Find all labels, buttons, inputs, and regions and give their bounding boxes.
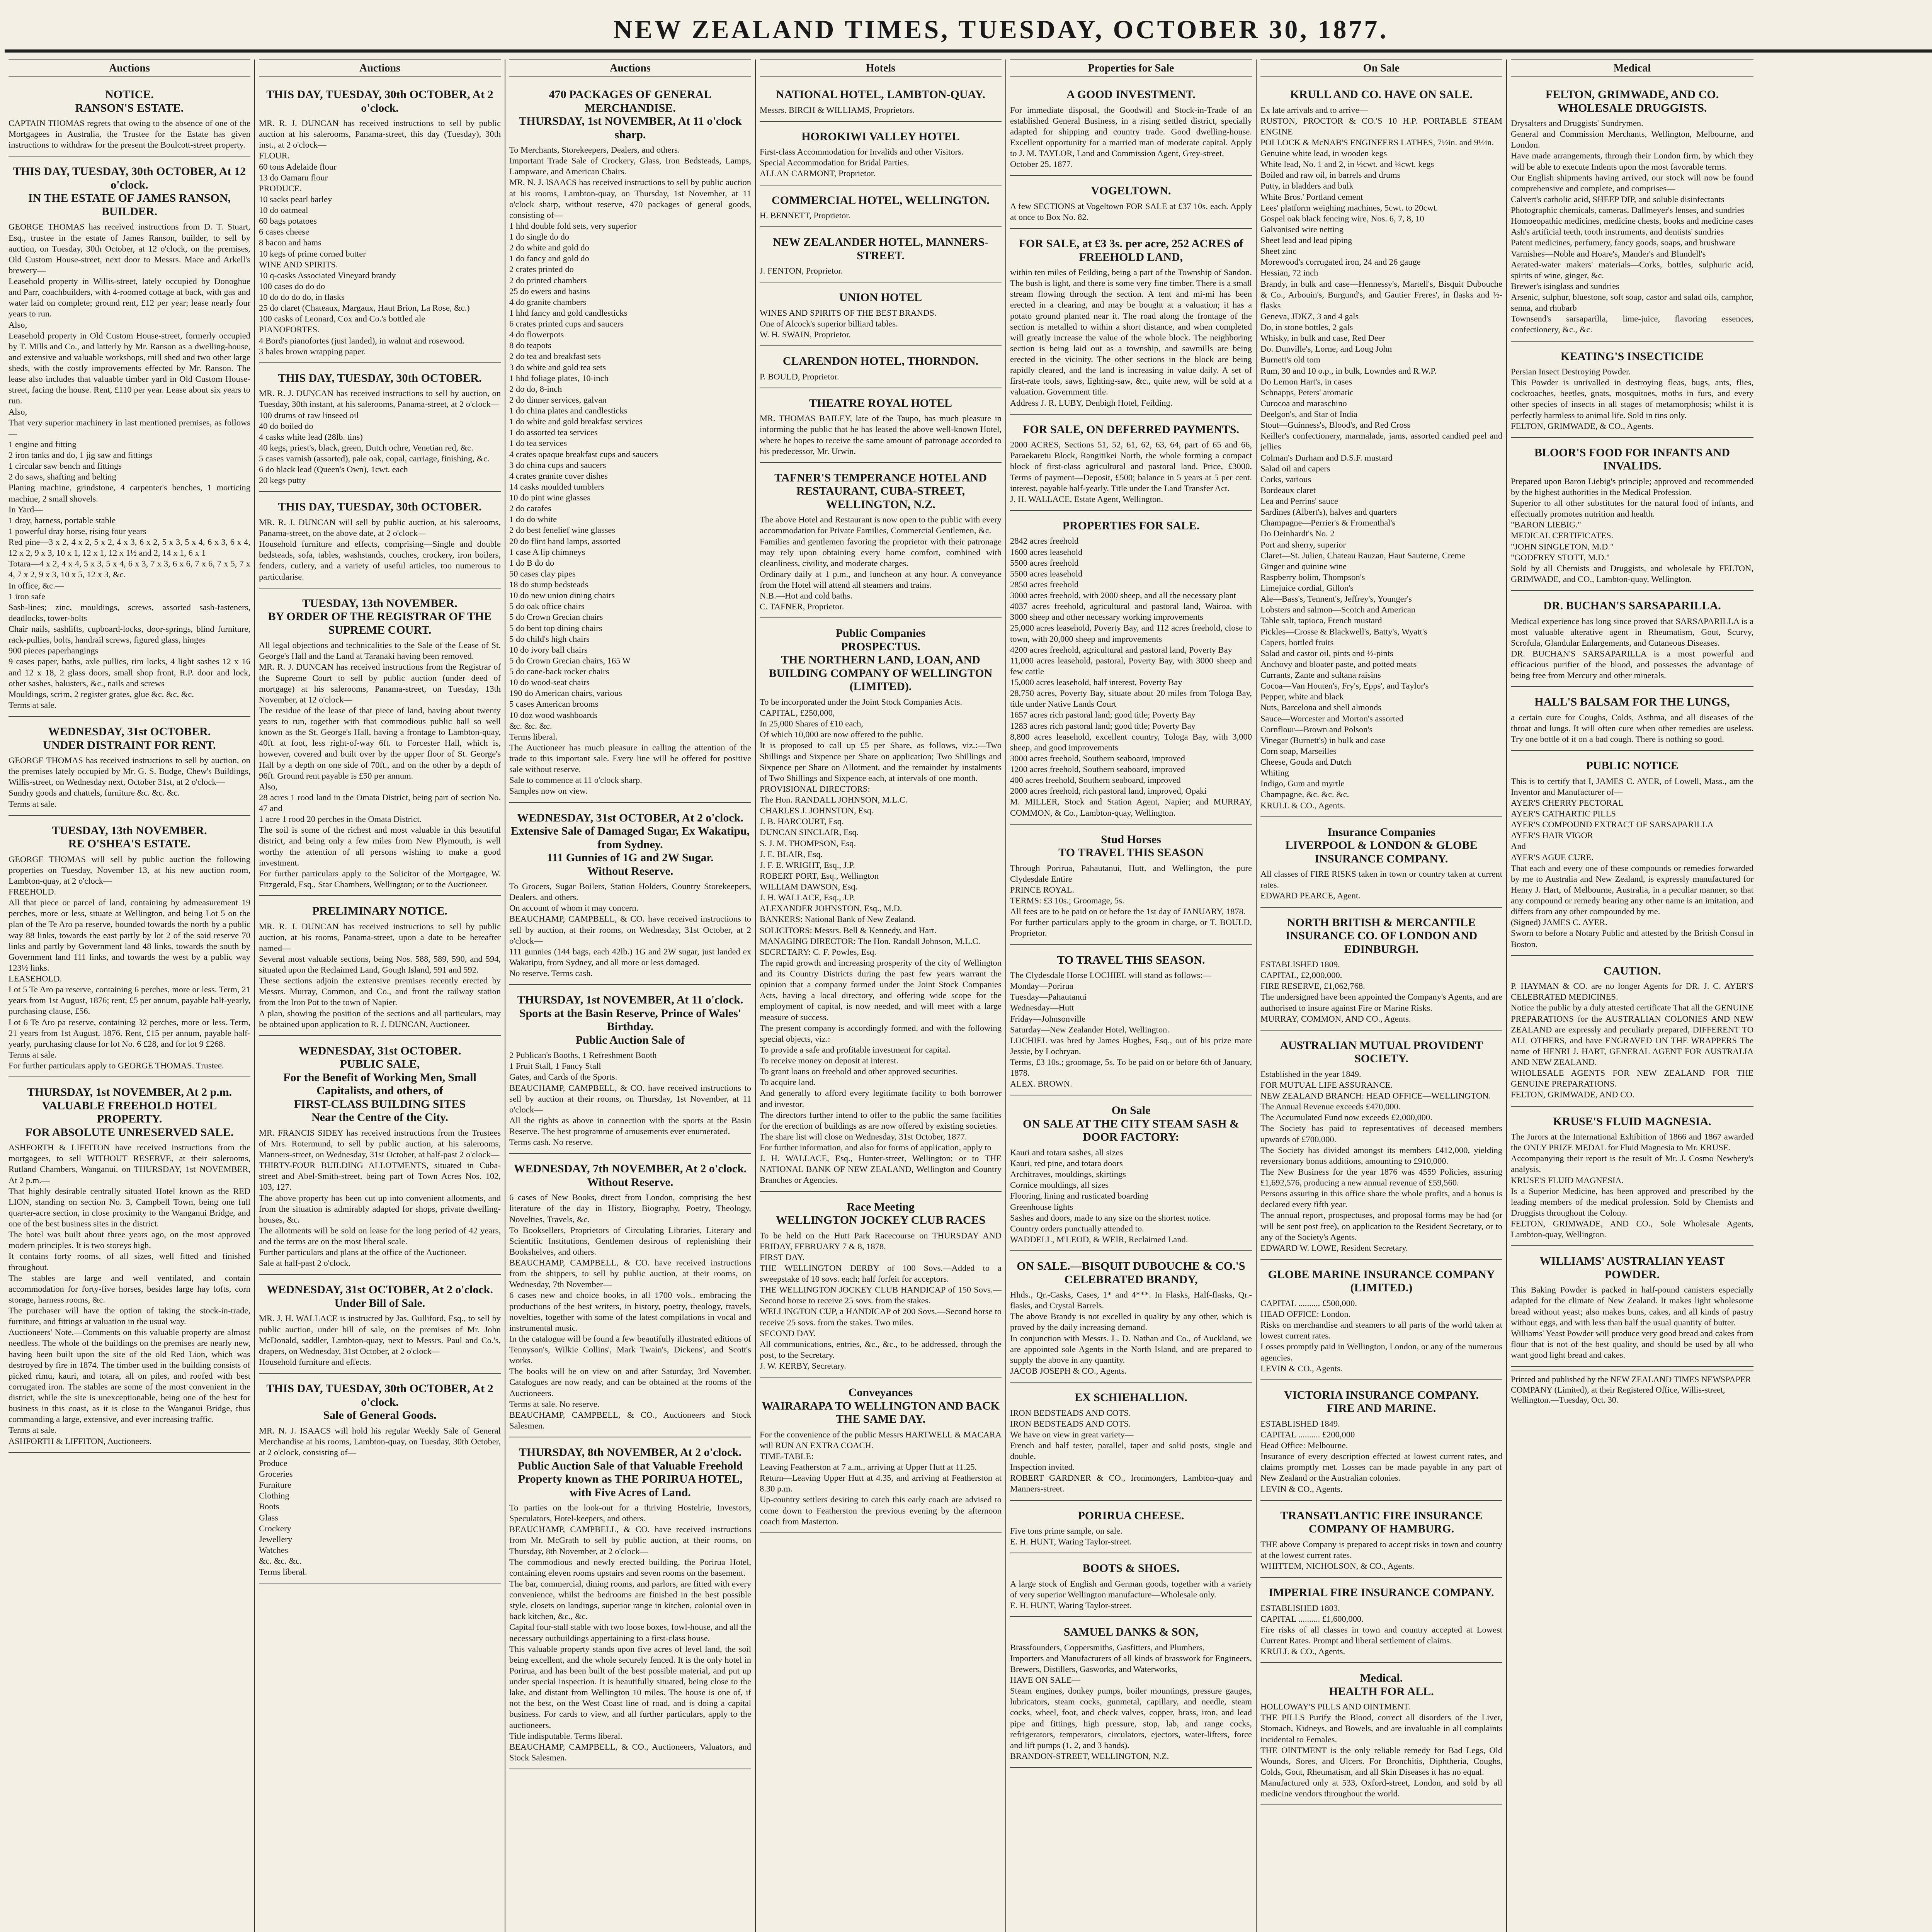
ad-body: The above Hotel and Restaurant is now open to the public with every accommodation for Private Families, Commercial Gentlemen, &c. Families and gentlemen favoring the proprietor with their patronage may rely upon obtaining every home comfort, combined with cleanliness, civility, and moderate charges. Ordinary daily at 1 p.m., and luncheon at any hour. A conveyance from the Hotel will attend all steamers and trains. N.B.—Hot and cold baths. C. TAFNER, Proprietor. bbox=[760, 515, 1002, 612]
section-title: Auctions bbox=[9, 60, 250, 77]
newspaper-column bbox=[255, 60, 505, 1932]
ad-heading: WEDNESDAY, 31st OCTOBER. PUBLIC SALE, For the Benefit of Working Men, Small Capitalists, and others, of FIRST-CLASS BUILDING SITES Near the Centre of the City. bbox=[283, 1044, 476, 1124]
advertisement bbox=[760, 391, 1002, 463]
advertisement bbox=[1511, 754, 1753, 956]
ad-heading: On Sale ON SALE AT THE CITY STEAM SASH & DOOR FACTORY: bbox=[1023, 1104, 1239, 1144]
ad-body: Persian Insect Destroying Powder. This Powder is unrivalled in destroying fleas, bugs, ants, flies, cockroaches, beetles, gnats, mosquitoes, moths in furs, and every other species of insects in all stages of metamorphosis; whilst it is perfectly harmless to animal life. Sold in tins only. FELTON, GRIMWADE, & CO., Agents. bbox=[1511, 367, 1753, 431]
ad-body: CAPTAIN THOMAS regrets that owing to the absence of one of the Mortgagees in Australia, the Trustee for the Estate has given instructions to withdraw for the present the Boulcott-street property. bbox=[9, 118, 250, 150]
ad-heading: HOROKIWI VALLEY HOTEL bbox=[801, 130, 960, 143]
advertisement bbox=[1010, 1254, 1252, 1383]
ad-heading: GLOBE MARINE INSURANCE COMPANY (LIMITED.) bbox=[1268, 1268, 1495, 1294]
section-title: Auctions bbox=[259, 60, 501, 77]
ad-heading: PUBLIC NOTICE bbox=[1586, 759, 1679, 772]
ad-heading: NORTH BRITISH & MERCANTILE INSURANCE CO. OF LONDON AND EDINBURGH. bbox=[1285, 916, 1478, 956]
ad-heading: CAUTION. bbox=[1603, 964, 1661, 977]
section-title: Medical bbox=[1511, 60, 1753, 77]
ad-heading: THIS DAY, TUESDAY, 30th OCTOBER, At 2 o'clock. bbox=[266, 88, 493, 114]
ad-heading: THIS DAY, TUESDAY, 30th OCTOBER, At 2 o'clock. Sale of General Goods. bbox=[266, 1382, 493, 1422]
ad-heading: DR. BUCHAN'S SARSAPARILLA. bbox=[1543, 599, 1721, 612]
ad-body: Brassfounders, Coppersmiths, Gasfitters, and Plumbers, Importers and Manufacturers of all kinds of brasswork for Engineers, Brewers, Distillers, Gasworks, and Waterworks, HAVE ON SALE— Steam engines, donkey pumps, boiler mountings, pressure gauges, lubricators, steam cocks, gunmetal, capillary, and needle, steam cocks, wheel, foot, and check valves, copper, brass, iron, and lead pipe and fittings, high pressure, stop, lab, and range cocks, refrigerators, temperators, circulators, ejectors, water-lifters, force and lift pumps (1, 2, and 3 hands). BRANDON-STREET, WELLINGTON, N.Z. bbox=[1010, 1642, 1252, 1761]
ad-body: MR. J. H. WALLACE is instructed by Jas. Gulliford, Esq., to sell by public auction, under bill of sale, on the premises of Mr. John McDonald, saddler, Lambton-quay, next to Messrs. Paul and Co.'s, drapers, on Wednesday, 31st October, at 2 o'clock— Household furniture and effects. bbox=[259, 1313, 501, 1367]
advertisement bbox=[760, 125, 1002, 185]
ad-body: a certain cure for Coughs, Colds, Asthma, and all diseases of the throat and lungs. It will often cure when other remedies are useless. Try one bottle of it on a bad cough. There is nothing so good. bbox=[1511, 712, 1753, 744]
ad-heading: THEATRE ROYAL HOTEL bbox=[809, 396, 952, 410]
advertisement bbox=[1511, 594, 1753, 687]
section-title: Properties for Sale bbox=[1010, 60, 1252, 77]
ad-body: MR. R. J. DUNCAN has received instructions to sell by auction, on Tuesday, 30th instant, at his salerooms, Panama-street, at 2 o'clock— 100 drums of raw linseed oil 40 do boiled do 4 casks white lead (28lb. tins) 40 kegs, priest's, black, green, Dutch ochre, Venetian red, &c. 5 cases varnish (assorted), pale oak, copal, carriage, finishing, &c. 6 do black lead (Queen's Own), 1cwt. each 20 kegs putty bbox=[259, 388, 501, 485]
advertisement bbox=[1511, 690, 1753, 751]
masthead-rule bbox=[5, 49, 1932, 53]
ad-body: To Grocers, Sugar Boilers, Station Holders, Country Storekeepers, Dealers, and others. On account of whom it may concern. BEAUCHAMP, CAMPBELL, & CO. have received instructions to sell by auction, at their rooms, on Wednesday, 31st October, at 2 o'clock— 111 gunnies (144 bags, each 42lb.) 1G and 2W sugar, just landed ex Wakatipu, from Sydney, and all more or less damaged. No reserve. Terms cash. bbox=[509, 881, 751, 978]
ad-heading: THIS DAY, TUESDAY, 30th OCTOBER. bbox=[278, 500, 482, 514]
advertisement bbox=[259, 1039, 501, 1275]
ad-body: Medical experience has long since proved that SARSAPARILLA is a most valuable alterative agent in Rheumatism, Gout, Scurvy, Scrofula, Glandular Enlargements, and Cutaneous Diseases. DR. BUCHAN'S SARSAPARILLA is a most powerful and efficacious purifier of the blood, and possesses the advantage of being free from Mercury and other minerals. bbox=[1511, 616, 1753, 680]
advertisement bbox=[760, 1195, 1002, 1378]
ad-heading: ON SALE.—BISQUIT DUBOUCHE & CO.'S CELEBRATED BRANDY, bbox=[1017, 1260, 1245, 1286]
newspaper-column bbox=[5, 60, 255, 1932]
ad-body: ESTABLISHED 1849. CAPITAL .......... £200,000 Head Office: Melbourne. Insurance of every description effected at lowest current rates, and claims promptly met. Losses can be made payable in any part of New Zealand or the Australian colonies. LEVIN & CO., Agents. bbox=[1260, 1418, 1502, 1494]
ad-body: Established in the year 1849. FOR MUTUAL LIFE ASSURANCE. NEW ZEALAND BRANCH: HEAD OFFICE—WELLINGTON. The Annual Revenue exceeds £470,000. The Accumulated Fund now exceeds £2,000,000. The Society has paid to representatives of deceased members upwards of £700,000. The Society has divided amongst its members £412,000, yielding reversionary bonus additions, amounting to £910,000. The New Business for the year 1876 was 4559 Policies, assuring £1,692,576, producing a new annual revenue of £59,560. Persons assuring in this office share the whole profits, and a bonus is declared every fifth year. The annual report, prospectuses, and proposal forms may be had (or will be sent post free), on application to the Resident Secretary, or to any of the Society's Agents. EDWARD W. LOWE, Resident Secretary. bbox=[1260, 1069, 1502, 1253]
ad-body: MR. THOMAS BAILEY, late of the Taupo, has much pleasure in informing the public that he has leased the above well-known Hotel, where he hopes to receive the same amount of patronage accorded to his predecessor, Mr. Urwin. bbox=[760, 413, 1002, 456]
advertisement bbox=[509, 83, 751, 803]
ad-body: To be held on the Hutt Park Racecourse on THURSDAY AND FRIDAY, FEBRUARY 7 & 8, 1878. FIRST DAY. THE WELLINGTON DERBY of 100 Sovs.—Added to a sweepstake of 10 sovs. each; half forfeit for acceptors. THE WELLINGTON JOCKEY CLUB HANDICAP of 150 Sovs.—Second horse to receive 25 sovs. from the stakes. WELLINGTON CUP, a HANDICAP of 200 Sovs.—Second horse to receive 25 sovs. from the stakes. Two miles. SECOND DAY. All communications, entries, &c., &c., to be addressed, through the post, to the Secretary. J. W. KERBY, Secretary. bbox=[760, 1230, 1002, 1371]
ad-body: For immediate disposal, the Goodwill and Stock-in-Trade of an established General Business, in a rising settled district, specially adapted for shipping and country trade. Good dwelling-house. Excellent opportunity for a married man of moderate capital. Apply to J. M. TAYLOR, Land and Commission Agent, Grey-street. October 25, 1877. bbox=[1010, 105, 1252, 169]
newspaper-column bbox=[1257, 60, 1507, 1932]
ad-body: 2842 acres freehold 1600 acres leasehold 5500 acres freehold 5500 acres leasehold 2850 acres freehold 3000 acres freehold, with 2000 sheep, and all the necessary plant 4037 acres freehold, agricultural and pastoral land, Wairoa, with 3000 sheep and other necessary working improvements 25,000 acres leasehold, Poverty Bay, and 112 acres freehold, close to town, with 20,000 sheep and improvements 4200 acres freehold, agricultural and pastoral land, Poverty Bay 11,000 acres leasehold, pastoral, Poverty Bay, with 3000 sheep and few cattle 15,000 acres leasehold, half interest, Poverty Bay 28,750 acres, Poverty Bay, situate about 20 miles from Tologa Bay, title under Native Lands Court 1657 acres rich pastoral land; good title; Poverty Bay 1283 acres rich pastoral land; good title; Poverty Bay 8,800 acres leasehold, excellent country, Tologa Bay, with 3,000 sheep, and good improvements 3000 acres freehold, Southern seaboard, improved 1200 acres freehold, Southern seaboard, improved 400 acres freehold, Southern seaboard, improved 2000 acres freehold, rich pastoral land, improved, Opaki M. MILLER, Stock and Station Agent, Napier; and MURRAY, COMMON, & Co., Lambton-quay, Wellington. bbox=[1010, 536, 1252, 818]
ad-body: A few SECTIONS at Vogeltown FOR SALE at £37 10s. each. Apply at once to Box No. 82. bbox=[1010, 201, 1252, 222]
ad-heading: THURSDAY, 1st NOVEMBER, At 2 p.m. VALUABLE FREEHOLD HOTEL PROPERTY. FOR ABSOLUTE UNRESERVED SALE. bbox=[25, 1086, 234, 1139]
ad-body: The Clydesdale Horse LOCHIEL will stand as follows:— Monday—Porirua Tuesday—Pahautanui Wednesday—Hutt Friday—Johnsonville Saturday—New Zealander Hotel, Wellington. LOCHIEL was bred by James Hughes, Esq., out of his prize mare Jessie, by Lochryan. Terms, £3 10s.; groomage, 5s. To be paid on or before 6th of January, 1878. ALEX. BROWN. bbox=[1010, 970, 1252, 1089]
ad-body: MR. R. J. DUNCAN has received instructions to sell by public auction at his salerooms, Panama-street, this day (Tuesday), 30th inst., at 2 o'clock— FLOUR. 60 tons Adelaide flour 13 do Oamaru flour PRODUCE. 10 sacks pearl barley 10 do oatmeal 60 bags potatoes 6 cases cheese 8 bacon and hams 10 kegs of prime corned butter WINE AND SPIRITS. 10 q-casks Associated Vineyard brandy 100 cases do do do 10 do do do do, in flasks 25 do claret (Chateaux, Margaux, Haut Brion, La Rose, &c.) 100 casks of Leonard, Cox and Co.'s bottled ale PIANOFORTES. 4 Bord's pianofortes (just landed), in walnut and rosewood. 3 bales brown wrapping paper. bbox=[259, 118, 501, 356]
ad-heading: THURSDAY, 8th NOVEMBER, At 2 o'clock. Public Auction Sale of that Valuable Freehold Property known as THE PORIRUA HOTEL, with Five Acres of Land. bbox=[517, 1446, 743, 1499]
imprint-footer: Printed and published by the NEW ZEALAND TIMES NEWSPAPER COMPANY (Limited), at their Registered Office, Willis-street, Wellington.—Tuesday, Oct. 30. bbox=[1511, 1371, 1753, 1405]
ad-heading: CLARENDON HOTEL, THORNDON. bbox=[782, 355, 979, 368]
advertisement bbox=[9, 819, 250, 1078]
ad-body: Kauri and totara sashes, all sizes Kauri, red pine, and totara doors Architraves, mouldings, skirtings Cornice mouldings, all sizes Flooring, lining and rusticated boarding Greenhouse lights Sashes and doors, made to any size on the shortest notice. Country orders punctually attended to. WADDELL, M'LEOD, & WEIR, Reclaimed Land. bbox=[1010, 1147, 1211, 1244]
advertisement bbox=[1511, 345, 1753, 438]
ad-body: WINES AND SPIRITS OF THE BEST BRANDS. One of Alcock's superior billiard tables. W. H. SWAIN, Proprietor. bbox=[760, 308, 937, 339]
ad-body: All legal objections and technicalities to the Sale of the Lease of St. George's Hall and the Land at Taranaki having been removed. MR. R. J. DUNCAN has received instructions from the Registrar of the Supreme Court to sell by public auction (under deed of mortgage) at his salerooms, Panama-street, on Tuesday, 13th November, at 12 o'clock— The residue of the lease of that piece of land, having about twenty years to run, together with that commodious public hall so well known as the St. George's Hall, having a frontage to Lambton-quay, 40ft. at foot, less right-of-way 6ft. to Forcester Hall, which is, however, covered and built over by the upper floor of St. George's Hall by a depth on one side of 70ft., and on the other by a depth of 96ft. Ground rent payable is £50 per annum. Also, 28 acres 1 rood land in the Omata District, being part of section No. 47 and 1 acre 1 rood 20 perches in the Omata District. The soil is some of the richest and most valuable in this beautiful district, and being only a few miles from New Plymouth, is well worthy the attention of all persons wishing to make a good investment. For further particulars apply to the Solicitor of the Mortgagee, W. Fitzgerald, Esq., Star Chambers, Wellington; or to the Auctioneer. bbox=[259, 640, 501, 889]
ad-heading: Race Meeting WELLINGTON JOCKEY CLUB RACES bbox=[776, 1200, 986, 1226]
ad-heading: VOGELTOWN. bbox=[1091, 184, 1171, 197]
advertisement bbox=[760, 1381, 1002, 1533]
advertisement bbox=[1010, 83, 1252, 176]
ad-body: GEORGE THOMAS has received instructions from D. T. Stuart, Esq., trustee in the estate of James Ranson, builder, to sell by auction, on Tuesday, 30th October, at 12 o'clock, on the premises, Old Custom House-street, next door to Messrs. Mace and Arkell's brewery— Leasehold property in Willis-street, lately occupied by Donoghue and Parr, coachbuilders, with 4-roomed cottage at back, with gas and water laid on complete; ground rent, £12 per year; lease nearly four years to run. Also, Leasehold property in Old Custom House-street, formerly occupied by T. Mills and Co., and latterly by Mr. Ranson as a dwelling-house, and extensive and valuable workshops, mill shed and two other large sheds, with the costly improvements effected by Mr. Ranson. The lease also includes that valuable timber yard in Old Custom House-street, facing the house. Rent, £110 per year. Lease about six years to run. Also, That very superior machinery in last mentioned premises, as follows— 1 engine and fitting 2 iron tanks and do, 1 jig saw and fittings 1 circular saw bench and fittings 2 do saws, shafting and belting Planing machine, grindstone, 4 carpenter's benches, 1 morticing machine, 2 small shovels. In Yard— 1 dray, harness, portable stable 1 powerful dray horse, rising four years Red pine—3 x 2, 4 x 2, 5 x 2, 4 x 3, 6 x 2, 5 x 3, 5 x 4, 6 x 3, 6 x 4, 12 x 2, 9 x 3, 10 x 1, 12 x 1, 12 x 1½ and 2, 14 x 1, 6 x 1 Totara—4 x 2, 4 x 4, 5 x 3, 5 x 4, 6 x 3, 7 x 3, 6 x 6, 7 x 6, 7 x 5, 7 x 4, 7 x 2, 9 x 3, 10 x 5, 12 x 3, &c. In office, &c.— 1 iron safe Sash-lines; zinc, mouldings, screws, assorted sash-fasteners, deadlocks, tower-bolts Chair nails, sashlifts, cupboard-locks, door-springs, blind furniture, rack-pullies, bolts, handrail screws, figured glass, hinges 900 pieces paperhangings 9 cases paper, baths, axle pullies, rim locks, 4 light sashes 12 x 16 and 12 x 18, 2 glass doors, small shop front, R.P. door and lock, other sashes, balusters, &c., nails and screws Mouldings, scrim, 2 register grates, glue &c. &c. &c. Terms at sale. bbox=[9, 222, 250, 710]
ad-heading: WILLIAMS' AUSTRALIAN YEAST POWDER. bbox=[1539, 1255, 1725, 1281]
ad-heading: EX SCHIEHALLION. bbox=[1075, 1391, 1187, 1404]
ad-body: For the convenience of the public Messrs HARTWELL & MACARA will RUN AN EXTRA COACH. TIME-TABLE: Leaving Featherston at 7 a.m., arriving at Upper Hutt at 11.25. Return—Leaving Upper Hutt at 4.35, and arriving at Featherston at 8.30 p.m. Up-country settlers desiring to catch this early coach are advised to come down to Featherston the previous evening by the afternoon coach from Masterton. bbox=[760, 1429, 1002, 1526]
ad-body: MR. FRANCIS SIDEY has received instructions from the Trustees of Mrs. Rotermund, to sell by public auction, at his salerooms, Manners-street, on Wednesday, 31st October, at half-past 2 o'clock— THIRTY-FOUR BUILDING ALLOTMENTS, situated in Cuba-street and Abel-Smith-street, being part of Town Acres Nos. 102, 103, 127. The above property has been cut up into convenient allotments, and from the situation is admirably adapted for shops, private dwelling-houses, &c. The allotments will be sold on lease for the long period of 42 years, and the terms are on the most liberal scale. Further particulars and plans at the office of the Auctioneer. Sale at half-past 2 o'clock. bbox=[259, 1128, 501, 1268]
ad-body: A large stock of English and German goods, together with a variety of very superior Wellington manufacture—Wholesale only. E. H. HUNT, Waring Taylor-street. bbox=[1010, 1578, 1252, 1610]
ad-heading: KRULL AND CO. HAVE ON SALE. bbox=[1290, 88, 1473, 101]
ad-body: First-class Accommodation for Invalids and other Visitors. Special Accommodation for Bridal Parties. ALLAN CARMONT, Proprietor. bbox=[760, 147, 964, 179]
advertisement bbox=[1010, 179, 1252, 229]
ad-body: GEORGE THOMAS has received instructions to sell by auction, on the premises lately occupied by Mr. G. S. Budge, Chew's Buildings, Willis-street, on Wednesday next, October 31st, at 2 o'clock— Sundry goods and chattels, furniture &c. &c. &c. Terms at sale. bbox=[9, 755, 250, 809]
ad-body: 2 Publican's Booths, 1 Refreshment Booth 1 Fruit Stall, 1 Fancy Stall Gates, and Cards of the Sports. BEAUCHAMP, CAMPBELL, & CO. have received instructions to sell by auction at their rooms, on Thursday, 1st November, at 11 o'clock— All the rights as above in connection with the sports at the Basin Reserve. The best programme of amusements ever enumerated. Terms cash. No reserve. bbox=[509, 1050, 751, 1147]
newspaper-column bbox=[505, 60, 756, 1932]
ad-body: To Merchants, Storekeepers, Dealers, and others. Important Trade Sale of Crockery, Glass, Iron Bedsteads, Lamps, Lampware, and American Chairs. MR. N. J. ISAACS has received instructions to sell by public auction at his rooms, Lambton-quay, on Thursday, 1st November, at 11 o'clock sharp, without reserve, 470 packages of general goods, consisting of— 1 hhd double fold sets, very superior 1 do single do do 2 do white and gold do 1 do fancy and gold do 2 crates printed do 2 do printed chambers 25 do ewers and basins 4 do granite chambers 1 hhd fancy and gold candlesticks 6 crates printed cups and saucers 4 do flowerpots 8 do teapots 2 do tea and breakfast sets 3 do white and gold tea sets 1 hhd foliage plates, 10-inch 2 do do, 8-inch 2 do dinner services, galvan 1 do china plates and candlesticks 1 do white and gold breakfast services 1 do assorted tea services 1 do tea services 4 crates opaque breakfast cups and saucers 3 do china cups and saucers 4 crates granite cover dishes 14 casks moulded tumblers 10 do pint wine glasses 2 do carafes 1 do do white 2 do best fenelief wine glasses 20 do flint hand lamps, assorted 1 case A lip chimneys 1 do B do do 50 cases clay pipes 18 do stump bedsteads 10 do new union dining chairs 5 do oak office chairs 5 do Crown Grecian chairs 5 do bent top dining chairs 5 do child's high chairs 10 do ivory ball chairs 5 do Crown Grecian chairs, 165 W 5 do cane-back rocker chairs 10 do wood-seat chairs 190 do American chairs, various 5 cases American brooms 10 doz wood washboards &c. &c. &c. Terms liberal. The Auctioneer has much pleasure in calling the attention of the trade to this important sale. Every line will be offered for positive sale without reserve. Sale to commence at 11 o'clock sharp. Samples now on view. bbox=[509, 145, 751, 796]
ad-heading: KEATING'S INSECTICIDE bbox=[1560, 350, 1704, 363]
advertisement bbox=[1010, 1504, 1252, 1554]
ad-body: Through Porirua, Pahautanui, Hutt, and Wellington, the pure Clydesdale Entire PRINCE ROYAL. TERMS: £3 10s.; Groomage, 5s. All fees are to be paid on or before the 1st day of JANUARY, 1878. For further particulars apply to the groom in charge, or T. BOULD, Proprietor. bbox=[1010, 863, 1252, 938]
ad-heading: UNION HOTEL bbox=[839, 291, 922, 304]
ad-heading: IMPERIAL FIRE INSURANCE COMPANY. bbox=[1269, 1586, 1494, 1599]
advertisement bbox=[259, 366, 501, 492]
ad-body: Drysalters and Druggists' Sundrymen. General and Commission Merchants, Wellington, Melbourne, and London. Have made arrangements, through their London firm, by which they will be able to execute Indents upon the most favorable terms. Our English shipments having arrived, our stock will now be found comprehensive and complete, and comprises— Calvert's carbolic acid, SHEEP DIP, and soluble disinfectants Photographic chemicals, cameras, Dallmeyer's lenses, and sundries Homoeopathic medicines, medicine chests, books and medicine cases Ash's artificial teeth, tooth instruments, and dentists' sundries Patent medicines, perfumery, fancy goods, soaps, and brushware Varnishes—Noble and Hoare's, Mander's and Blundell's Aerated-water makers' materials—Corks, bottles, sulphuric acid, spirits of wine, ginger, &c. Brewer's isinglass and sundries Arsenic, sulphur, bluestone, soft soap, castor and salad oils, camphor, senna, and rhubarb Townsend's sarsaparilla, lime-juice, flavoring essences, confectionery, &c., &c. bbox=[1511, 118, 1753, 335]
section-title: Hotels bbox=[760, 60, 1002, 77]
ad-body: CAPITAL .......... £500,000. HEAD OFFICE: London. Risks on merchandise and steamers to all parts of the world taken at lowest current rates. Losses promptly paid in Wellington, London, or any of the numerous agencies. LEVIN & CO., Agents. bbox=[1260, 1298, 1502, 1373]
newspaper-column bbox=[1507, 60, 1757, 1932]
masthead-title: NEW ZEALAND TIMES, TUESDAY, OCTOBER 30, 1877. bbox=[613, 14, 1389, 44]
advertisement bbox=[1511, 959, 1753, 1107]
ad-heading: NEW ZEALANDER HOTEL, MANNERS-STREET. bbox=[773, 236, 988, 262]
ad-body: To be incorporated under the Joint Stock Companies Acts. CAPITAL, £250,000, In 25,000 Shares of £10 each, Of which 10,000 are now offered to the public. It is proposed to call up £5 per Share, as follows, viz.:—Two Shillings and Sixpence per Share on application; Two Shillings and Sixpence per Share on Allotment, and the remainder by instalments of Two Shillings and Sixpence each, at intervals of one month. PROVISIONAL DIRECTORS: The Hon. RANDALL JOHNSON, M.L.C. CHARLES J. JOHNSTON, Esq. J. B. HARCOURT, Esq. DUNCAN SINCLAIR, Esq. S. J. M. THOMPSON, Esq. J. E. BLAIR, Esq. J. F. E. WRIGHT, Esq., J.P. ROBERT PORT, Esq., Wellington WILLIAM DAWSON, Esq. J. H. WALLACE, Esq., J.P. ALEXANDER JOHNSTON, Esq., M.D. BANKERS: National Bank of New Zealand. SOLICITORS: Messrs. Bell & Kennedy, and Hart. MANAGING DIRECTOR: The Hon. Randall Johnson, M.L.C. SECRETARY: C. F. Powles, Esq. The rapid growth and increasing prosperity of the city of Wellington and its Country Districts during the past few years warrant the opinion that a company formed under the Joint Stock Companies Acts, having a local directory, and offering wide scope for the employment of capital, is now needed, and will meet with a large measure of success. The present company is accordingly formed, and with the following special objects, viz.: To provide a safe and profitable investment for capital. To receive money on deposit at interest. To grant loans on freehold and other approved securities. To acquire land. And generally to afford every legitimate facility to both borrower and investor. The directors further intend to offer to the public the same facilities for the erection of buildings as are now offered by existing societies. The share list will close on Wednesday, 31st October, 1877. For further information, and also for forms of application, apply to J. H. WALLACE, Esq., Hunter-street, Wellington; or to THE NATIONAL BANK OF NEW ZEALAND, Wellington and Country Branches or Agencies. bbox=[760, 697, 1002, 1185]
ad-body: ESTABLISHED 1803. CAPITAL .......... £1,600,000. Fire risks of all classes in town and country accepted at Lowest Current Rates. Prompt and liberal settlement of claims. KRULL & CO., Agents. bbox=[1260, 1603, 1502, 1656]
ad-heading: BLOOR'S FOOD FOR INFANTS AND INVALIDS. bbox=[1534, 446, 1730, 473]
advertisement bbox=[1010, 828, 1252, 945]
ad-body: The Jurors at the International Exhibition of 1866 and 1867 awarded the ONLY PRIZE MEDAL for Fluid Magnesia to Mr. KRUSE. Accompanying their report is the result of Mr. J. Cosmo Newbery's analysis. KRUSE'S FLUID MAGNESIA. Is a Superior Medicine, has been approved and prescribed by the leading members of the medical profession. Sold by Chemists and Druggists throughout the Colony. FELTON, GRIMWADE, AND CO., Sole Wholesale Agents, Lambton-quay, Wellington. bbox=[1511, 1132, 1753, 1240]
ad-body: To parties on the look-out for a thriving Hostelrie, Investors, Speculators, Hotel-keepers, and others. BEAUCHAMP, CAMPBELL, & CO. have received instructions from Mr. McGrath to sell by public auction, at their rooms, on Thursday, 8th November, at 2 o'clock— The commodious and newly erected building, the Porirua Hotel, containing eleven rooms upstairs and seven rooms on the basement. The bar, commercial, dining rooms, and parlors, are fitted with every convenience, whilst the bedrooms are finished in the best possible style, closets on landings, superior range in kitchen, colonial oven in back kitchen, &c., &c. Capital four-stall stable with two loose boxes, fowl-house, and all the necessary outbuildings appertaining to a first-class house. This valuable property stands upon five acres of level land, the soil being excellent, and the whole securely fenced. It is the only hotel in Porirua, and has been built of the best possible material, and put up under special inspection. It is beautifully situated, being close to the lake, and distant from Wellington 10 miles. The house is one of, if not the best, on the West Coast line of road, and is doing a capital business. For cards to view, and all further particulars, apply to the auctioneers. Title indisputable. Terms liberal. BEAUCHAMP, CAMPBELL, & CO., Auctioneers, Valuators, and Stock Salesmen. bbox=[509, 1503, 751, 1762]
advertisement bbox=[1010, 948, 1252, 1096]
advertisement bbox=[9, 1080, 250, 1453]
ad-heading: TRANSATLANTIC FIRE INSURANCE COMPANY OF HAMBURG. bbox=[1280, 1509, 1483, 1536]
ad-heading: Stud Horses TO TRAVEL THIS SEASON bbox=[1058, 833, 1204, 859]
advertisement bbox=[760, 621, 1002, 1192]
ad-heading: TUESDAY, 13th NOVEMBER. RE O'SHEA'S ESTATE. bbox=[52, 824, 207, 850]
advertisement bbox=[1511, 1249, 1753, 1367]
ad-body: Five tons prime sample, on sale. E. H. HUNT, Waring Taylor-street. bbox=[1010, 1526, 1132, 1547]
ad-heading: COMMERCIAL HOTEL, WELLINGTON. bbox=[772, 194, 990, 207]
ad-body: H. BENNETT, Proprietor. bbox=[760, 211, 851, 220]
ad-heading: PORIRUA CHEESE. bbox=[1078, 1509, 1184, 1522]
section-title: Auctions bbox=[509, 60, 751, 77]
ad-body: THE above Company is prepared to accept risks in town and country at the lowest current rates. WHITTEM, NICHOLSON, & CO., Agents. bbox=[1260, 1539, 1502, 1571]
ad-heading: FOR SALE, ON DEFERRED PAYMENTS. bbox=[1022, 423, 1240, 436]
advertisement bbox=[760, 189, 1002, 228]
advertisement bbox=[1260, 1581, 1502, 1663]
advertisement bbox=[1260, 83, 1502, 817]
ad-body: ASHFORTH & LIFFITON have received instructions from the mortgagees, to sell WITHOUT RESERVE, at their salerooms, Rutland Chambers, Wanganui, on THURSDAY, 1st NOVEMBER, At 2 p.m.— That highly desirable centrally situated Hotel known as the RED LION, standing on section No. 3, Campbell Town, being one full quarter-acre section, in close proximity to the Wanganui Bridge, and one of the best business sites in the district. The hotel was built about three years ago, on the most approved modern principles. It is two storeys high. It contains forty rooms, of all sizes, well fitted and finished throughout. The stables are large and well ventilated, and contain accommodation for forty-five horses, besides large hay lofts, corn storage, harness rooms, &c. The purchaser will have the option of taking the stock-in-trade, furniture, and fittings at valuation in the usual way. Auctioneers' Note.—Comments on this valuable property are almost needless. The whole of the buildings on the premises are nearly new, having been built upon the site of the old Red Lion, which was destroyed by fire in 1874. The timber used in the building consists of picked rimu, kauri, and totara, all on piles, and roofed with best corrugated iron. The stables are some of the most convenient in the district, while the site is unexceptionable, being one of the best for business in this coast, as it is close to the Wanganui Bridge, thus commanding a large, extensive, and ever increasing traffic. Terms at sale. ASHFORTH & LIFFITON, Auctioneers. bbox=[9, 1143, 250, 1446]
ad-body: All classes of FIRE RISKS taken in town or country taken at current rates. EDWARD PEARCE, Agent. bbox=[1260, 869, 1502, 901]
advertisement bbox=[1010, 1386, 1252, 1501]
advertisement bbox=[760, 83, 1002, 122]
ad-heading: WEDNESDAY, 31st OCTOBER. UNDER DISTRAINT FOR RENT. bbox=[43, 725, 216, 752]
advertisement bbox=[9, 83, 250, 156]
advertisement bbox=[1511, 83, 1753, 342]
advertisement bbox=[509, 1440, 751, 1769]
advertisement bbox=[1511, 1110, 1753, 1247]
ad-body: MR. R. J. DUNCAN will sell by public auction, at his salerooms, Panama-street, on the above date, at 2 o'clock— Household furniture and effects, comprising—Single and double bedsteads, sofa, tables, washstands, couches, crockery, iron boilers, fenders, cutlery, and a variety of useful articles, too numerous to particularise. bbox=[259, 517, 501, 582]
ad-heading: Insurance Companies LIVERPOOL & LONDON & GLOBE INSURANCE COMPANY. bbox=[1285, 825, 1478, 865]
ad-body: 6 cases of New Books, direct from London, comprising the best literature of the day in History, Biography, Poetry, Theology, Novelties, Travels, &c. To Booksellers, Proprietors of Circulating Libraries, Literary and Scientific Institutions, Gentlemen desirous of replenishing their Bookshelves, and others. BEAUCHAMP, CAMPBELL, & CO. have received instructions from the shippers, to sell by public auction, at their rooms, on Wednesday, 7th November— 6 cases new and choice books, in all 1700 vols., embracing the productions of the best writers, in history, poetry, theology, travels, novelties, together with some of the latest compilations in vocal and instrumental music. In the catalogue will be found a few beautifully illustrated editions of Tennyson's, Wilkie Collins', Mark Twain's, Dickens', and Scott's works. The books will be on view on and after Saturday, 3rd November. Catalogues are now ready, and can be obtained at the rooms of the Auctioneers. Terms at sale. No reserve. BEAUCHAMP, CAMPBELL, & CO., Auctioneers and Stock Salesmen. bbox=[509, 1192, 751, 1430]
ad-heading: WEDNESDAY, 31st OCTOBER, At 2 o'clock. Extensive Sale of Damaged Sugar, Ex Wakatipu, from Sydney. 111 Gunnies of 1G and 2W Sugar. Without Reserve. bbox=[510, 811, 750, 878]
ad-body: GEORGE THOMAS will sell by public auction the following properties on Tuesday, November 13, at his new auction room, Lambton-quay, at 2 o'clock— FREEHOLD. All that piece or parcel of land, containing by admeasurement 19 perches, more or less, situate at Wellington, and being Lot 5 on the plan of the Te Aro pa reserve, bounded towards the north by a public way 88 links, towards the east partly by lot 2 of the said reserve 70 links and partly by Government land 48 links, towards the south by Government land 111 links, and towards the west by a public way 123½ links. LEASEHOLD. Lot 5 Te Aro pa reserve, containing 6 perches, more or less. Term, 21 years from 1st August, 1876; rent, £5 per annum, payable half-yearly, purchasing clause, £56. Lot 6 Te Aro pa reserve, containing 32 perches, more or less. Term, 21 years from 1st August, 1876. Rent, £15 per annum, payable half-yearly, purchasing clause for lot No. 6 £28, and for lot 9 £268. Terms at sale. For further particulars apply to GEORGE THOMAS. Trustee. bbox=[9, 854, 250, 1070]
advertisement bbox=[259, 1377, 501, 1583]
advertisement bbox=[760, 286, 1002, 346]
ad-body: Messrs. BIRCH & WILLIAMS, Proprietors. bbox=[760, 105, 915, 115]
advertisement bbox=[1260, 1263, 1502, 1380]
ad-heading: Public Companies PROSPECTUS. THE NORTHERN LAND, LOAN, AND BUILDING COMPANY OF WELLINGTON (LIMITED). bbox=[769, 627, 993, 693]
ad-body: MR. N. J. ISAACS will hold his regular Weekly Sale of General Merchandise at his rooms, Lambton-quay, on Tuesday, 30th October, at 2 o'clock, consisting of— Produce Groceries Furniture Clothing Boots Glass Crockery Jewellery Watches &c. &c. &c. Terms liberal. bbox=[259, 1425, 501, 1577]
ad-body: Hhds., Qr.-Casks, Cases, 1* and 4***. In Flasks, Half-flasks, Qr.-flasks, and Crystal Barrels. The above Brandy is not excelled in quality by any other, which is proved by the daily increasing demand. In conjunction with Messrs. L. D. Nathan and Co., of Auckland, we are appointed sole Agents in the North Island, and are prepared to supply the above in any quantity. JACOB JOSEPH & CO., Agents. bbox=[1010, 1290, 1252, 1376]
ad-heading: THURSDAY, 1st NOVEMBER, At 11 o'clock. Sports at the Basin Reserve, Prince of Wales' Birthday. Public Auction Sale of bbox=[517, 993, 743, 1046]
advertisement bbox=[1010, 1556, 1252, 1617]
ad-heading: THIS DAY, TUESDAY, 30th OCTOBER, At 12 o'clock. IN THE ESTATE OF JAMES RANSON, BUILDER. bbox=[13, 165, 246, 218]
ad-body: Prepared upon Baron Liebig's principle; approved and recommended by the highest authorities in the Medical Profession. Superior to all other substitutes for the natural food of infants, and effectually promotes nutrition and health. "BARON LIEBIG." MEDICAL CERTIFICATES. "JOHN SINGLETON, M.D." "GODFREY STOTT, M.D." Sold by all Chemists and Druggists, and wholesale by FELTON, GRIMWADE, and CO., Lambton-quay, Wellington. bbox=[1511, 476, 1753, 584]
ad-heading: A GOOD INVESTMENT. bbox=[1066, 88, 1196, 101]
advertisement bbox=[1260, 1383, 1502, 1501]
ad-heading: FOR SALE, at £3 3s. per acre, 252 ACRES of FREEHOLD LAND, bbox=[1019, 237, 1243, 264]
ad-body: Ex late arrivals and to arrive— RUSTON, PROCTOR & CO.'S 10 H.P. PORTABLE STEAM ENGINE POLLOCK & McNAB'S ENGINEERS LATHES, 7½in. and 9½in. Genuine white lead, in wooden kegs White lead, No. 1 and 2, in ½cwt. and ¼cwt. kegs Boiled and raw oil, in barrels and drums Putty, in bladders and bulk White Bros.' Portland cement Lees' platform weighing machines, 5cwt. to 20cwt. Gospel oak black fencing wire, Nos. 6, 7, 8, 10 Galvanised wire netting Sheet lead and lead piping Sheet zinc Morewood's corrugated iron, 24 and 26 gauge Hessian, 72 inch Brandy, in bulk and case—Hennessy's, Martell's, Bisquit Dubouche & Co., Arbouin's, Burgund's, and Gautier Freres', in flasks and ½-flasks Geneva, JDKZ, 3 and 4 gals Do, in stone bottles, 2 gals Whisky, in bulk and case, Red Deer Do. Dunville's, Lorne, and Loug John Burnett's old tom Rum, 30 and 10 o.p., in bulk, Lowndes and R.W.P. Do Lemon Hart's, in cases Schnapps, Peters' aromatic Curocoa and maraschino Deelgon's, and Star of India Stout—Guinness's, Blood's, and Red Cross Keiller's confectionery, marmalade, jams, assorted candied peel and jellies Colman's Durham and D.S.F. mustard Salad oil and capers Corks, various Bordeaux claret Lea and Perrins' sauce Sardines (Albert's), halves and quarters Champagne—Perrier's & Fromenthal's Do Deinhardt's No. 2 Port and sherry, superior Claret—St. Julien, Chateau Rauzan, Haut Sauterne, Creme Ginger and quinine wine Raspberry bolim, Thompson's Limejuice cordial, Gillon's Ale—Bass's, Tennent's, Jeffrey's, Younger's Lobsters and salmon—Scotch and American Table salt, tapioca, French mustard Pickles—Crosse & Blackwell's, Batty's, Wyatt's Capers, bottled fruits Salad and castor oil, pints and ½-pints Anchovy and bloater paste, and potted meats Currants, Zante and sultana raisins Cocoa—Van Houten's, Fry's, Epps', and Taylor's Pepper, white and black Nuts, Barcelona and shell almonds Sauce—Worcester and Morton's assorted Cornflour—Brown and Polson's Vinegar (Burnett's) in bulk and case Corn soap, Marseilles Cheese, Gouda and Dutch Whiting Indigo, Gum and myrtle Champagne, &c. &c. &c. KRULL & CO., Agents. bbox=[1260, 105, 1502, 810]
ad-body: P. BOULD, Proprietor. bbox=[760, 371, 839, 381]
advertisement bbox=[259, 592, 501, 896]
ad-heading: TUESDAY, 13th NOVEMBER. BY ORDER OF THE REGISTRAR OF THE SUPREME COURT. bbox=[268, 597, 492, 636]
advertisement bbox=[1260, 911, 1502, 1031]
ad-heading: Medical. HEALTH FOR ALL. bbox=[1329, 1672, 1434, 1698]
ad-body: HOLLOWAY'S PILLS AND OINTMENT. THE PILLS Purify the Blood, correct all disorders of the Liver, Stomach, Kidneys, and Bowels, and are invaluable in all complaints incidental to Females. THE OINTMENT is the only reliable remedy for Bad Legs, Old Wounds, Sores, and Ulcers. For Bronchitis, Diphtheria, Coughs, Colds, Gout, Rheumatism, and all Skin Diseases it has no equal. Manufactured only at 533, Oxford-street, London, and sold by all medicine vendors throughout the world. bbox=[1260, 1702, 1502, 1799]
ad-body: J. FENTON, Proprietor. bbox=[760, 266, 843, 276]
ad-body: This Baking Powder is packed in half-pound canisters especially adapted for the climate of New Zealand. It makes light wholesome bread without yeast; also makes buns, cakes, and all kinds of pastry without eggs, and with less than half the usual quantity of butter. Williams' Yeast Powder will produce very good bread and cakes from flour that is not of the best quality, and should be used by all who want good light bread and cakes. bbox=[1511, 1285, 1753, 1360]
ad-heading: PRELIMINARY NOTICE. bbox=[312, 905, 447, 917]
advertisement bbox=[1010, 514, 1252, 825]
ad-heading: 470 PACKAGES OF GENERAL MERCHANDISE. THURSDAY, 1st NOVEMBER, At 11 o'clock sharp. bbox=[519, 88, 742, 141]
advertisement bbox=[509, 988, 751, 1154]
ad-heading: HALL'S BALSAM FOR THE LUNGS, bbox=[1534, 696, 1730, 709]
advertisement bbox=[9, 720, 250, 816]
ad-body: This is to certify that I, JAMES C. AYER, of Lowell, Mass., am the Inventor and Manufacturer of— AYER'S CHERRY PECTORAL AYER'S CATHARTIC PILLS AYER'S COMPOUND EXTRACT OF SARSAPARILLA AYER'S HAIR VIGOR And AYER'S AGUE CURE. That each and every one of these compounds or remedies forwarded by me to Australia and New Zealand, is expressly manufactured for Henry J. Hart, of Melbourne, Australia, in a peculiar manner, so that any compound or remedy bearing any other name is an imitation, and differs from any other compounded by me. (Signed) JAMES C. AYER. Sworn to before a Notary Public and attested by the British Consul in Boston. bbox=[1511, 776, 1753, 949]
advertisement bbox=[259, 1278, 501, 1374]
advertisement bbox=[1010, 418, 1252, 511]
advertisement bbox=[760, 466, 1002, 619]
advertisement bbox=[1511, 441, 1753, 591]
advertisement bbox=[1010, 1099, 1252, 1251]
advertisement bbox=[1010, 1620, 1252, 1768]
ad-heading: WEDNESDAY, 7th NOVEMBER, At 2 o'clock. Without Reserve. bbox=[514, 1162, 747, 1189]
ad-heading: THIS DAY, TUESDAY, 30th OCTOBER. bbox=[278, 371, 482, 384]
ad-heading: PROPERTIES FOR SALE. bbox=[1062, 519, 1200, 532]
ad-heading: FELTON, GRIMWADE, AND CO. WHOLESALE DRUGGISTS. bbox=[1545, 88, 1719, 114]
ad-body: ESTABLISHED 1809. CAPITAL, £2,000,000. FIRE RESERVE, £1,062,768. The undersigned have been appointed the Company's Agents, and are authorised to insure against Fire or Marine Risks. MURRAY, COMMON, AND CO., Agents. bbox=[1260, 959, 1502, 1024]
advertisement bbox=[509, 806, 751, 985]
advertisement bbox=[259, 899, 501, 1036]
ad-heading: NATIONAL HOTEL, LAMBTON-QUAY. bbox=[776, 88, 985, 101]
ad-heading: WEDNESDAY, 31st OCTOBER, At 2 o'clock. Under Bill of Sale. bbox=[267, 1283, 493, 1310]
advertisement bbox=[1260, 1504, 1502, 1578]
advertisement bbox=[259, 83, 501, 363]
advertisement bbox=[9, 160, 250, 717]
newspaper-column bbox=[756, 60, 1006, 1932]
ad-heading: VICTORIA INSURANCE COMPANY. FIRE AND MARINE. bbox=[1284, 1388, 1479, 1415]
advertisement bbox=[760, 349, 1002, 388]
ad-heading: NOTICE. RANSON'S ESTATE. bbox=[75, 88, 184, 114]
ad-body: 2000 ACRES, Sections 51, 52, 61, 62, 63, 64, part of 65 and 66, Paraekaretu Block, Rangitikei North, the whole forming a compact block of first-class agricultural and pastoral land. Price, £3000. Terms of payment—Deposit, £500; balance in 5 years at 5 per cent. interest, payable half-yearly. Title under the Land Transfer Act. J. H. WALLACE, Estate Agent, Wellington. bbox=[1010, 440, 1252, 504]
ad-heading: AUSTRALIAN MUTUAL PROVIDENT SOCIETY. bbox=[1280, 1039, 1483, 1065]
ad-heading: SAMUEL DANKS & SON, bbox=[1063, 1626, 1199, 1639]
ad-body: MR. R. J. DUNCAN has received instructions to sell by public auction, at his rooms, Panama-street, upon a date to be hereafter named— Several most valuable sections, being Nos. 588, 589, 590, and 594, situated upon the Reclaimed Land, Gough Island, 591 and 592. These sections adjoin the extensive premises recently erected by Messrs. Murray, Common, and Co., and front the railway station from the Iron Pot to the town of Napier. A plan, showing the position of the sections and all particulars, may be obtained upon application to R. J. DUNCAN, Auctioneer. bbox=[259, 921, 501, 1029]
ad-body: P. HAYMAN & CO. are no longer Agents for DR. J. C. AYER'S CELEBRATED MEDICINES. Notice the public by a duly attested certificate That all the GENUINE PREPARATIONS for the AUSTRALIAN COLONIES AND NEW ZEALAND are expressly and peculiarly prepared, DIFFERENT TO ALL OTHERS, and have ENGRAVED ON THE WRAPPERS The name of HENRI J. HART, GENERAL AGENT FOR AUSTRALIA AND NEW ZEALAND. WHOLESALE AGENTS FOR NEW ZEALAND FOR THE GENUINE PREPARATIONS. FELTON, GRIMWADE, AND CO. bbox=[1511, 981, 1753, 1100]
section-title: On Sale bbox=[1260, 60, 1502, 77]
ad-body: within ten miles of Feilding, being a part of the Township of Sandon. The bush is light, and there is some very fine timber. There is a small stream flowing through the section. A tent and mi-mi has been erected in a clearing, and may be bought at a valuation; it has a potato ground planted near it. The road along the frontage of the section is metalled to within a short distance, and when completed will greatly increase the value of the whole block. The neighboring section is being laid out as a township, and sawmills are being erected in the vicinity. The other sections in the block are being rapidly cleared, and the land is increasing in value daily. A set of first-rate tools, saws, lighting-saw, &c., quite new, will be sold at a valuation. Government title. Address J. R. LUBY, Denbigh Hotel, Feilding. bbox=[1010, 267, 1252, 408]
advertisement bbox=[760, 230, 1002, 282]
ad-heading: KRUSE'S FLUID MAGNESIA. bbox=[1553, 1115, 1711, 1128]
advertisement bbox=[1260, 820, 1502, 908]
newspaper-column bbox=[1006, 60, 1257, 1932]
ad-heading: TAFNER'S TEMPERANCE HOTEL AND RESTAURANT, CUBA-STREET, WELLINGTON, N.Z. bbox=[774, 471, 987, 511]
columns-container bbox=[5, 60, 1932, 1932]
advertisement bbox=[1260, 1666, 1502, 1805]
advertisement bbox=[1010, 232, 1252, 415]
ad-heading: TO TRAVEL THIS SEASON. bbox=[1057, 953, 1205, 966]
advertisement bbox=[509, 1157, 751, 1437]
ad-heading: BOOTS & SHOES. bbox=[1082, 1562, 1180, 1575]
ad-body: IRON BEDSTEADS AND COTS. IRON BEDSTEADS AND COTS. We have on view in great variety— French and half tester, parallel, taper and solid posts, single and double. Inspection invited. ROBERT GARDNER & CO., Ironmongers, Lambton-quay and Manners-street. bbox=[1010, 1408, 1252, 1494]
advertisement bbox=[1260, 1034, 1502, 1260]
advertisement bbox=[259, 495, 501, 588]
ad-heading: Conveyances WAIRARAPA TO WELLINGTON AND BACK THE SAME DAY. bbox=[762, 1386, 1000, 1426]
